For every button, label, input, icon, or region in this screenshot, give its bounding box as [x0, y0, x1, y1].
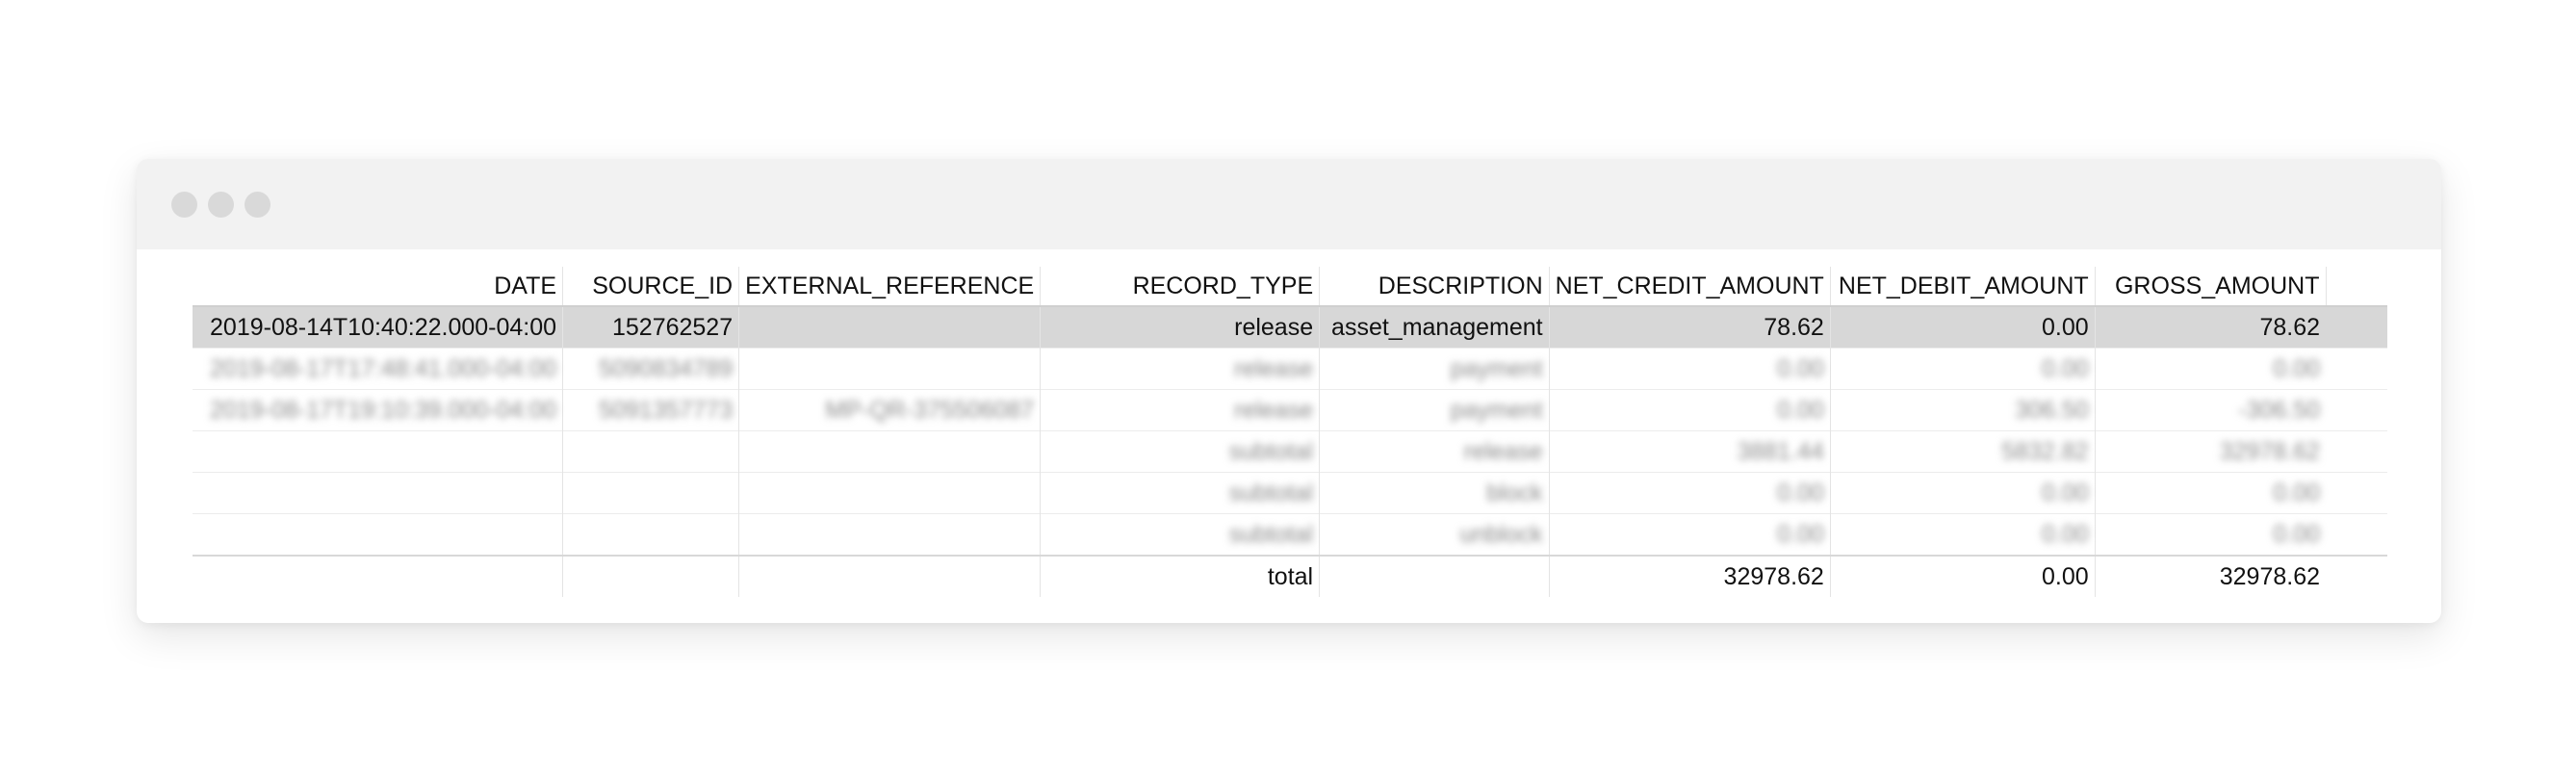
minimize-window-button[interactable]: [208, 192, 234, 218]
row-filler: [2326, 306, 2387, 349]
cell-date: [193, 556, 563, 597]
cell-description: [1320, 556, 1550, 597]
cell-net-credit-amount: 0.00: [1549, 514, 1830, 557]
column-header-gross-amount[interactable]: GROSS_AMOUNT: [2095, 267, 2326, 306]
cell-source-id: [563, 514, 739, 557]
cell-date: 2019-08-17T17:48:41.000-04:00: [210, 354, 557, 382]
cell-net-debit-amount: 0.00: [1830, 349, 2095, 390]
cell-gross-amount: 0.00: [2095, 473, 2326, 514]
cell-gross-amount: 78.62: [2095, 306, 2326, 349]
cell-description: unblock: [1320, 514, 1550, 557]
cell-total-net-debit-amount: 0.00: [1830, 556, 2095, 597]
cell-source-id: [563, 473, 739, 514]
cell-record-type: subtotal: [1041, 473, 1320, 514]
app-window: [137, 159, 2441, 623]
cell-net-credit-amount: 3881.44: [1549, 431, 1830, 473]
table-container: [193, 267, 2387, 597]
close-window-button[interactable]: [171, 192, 197, 218]
cell-net-debit-amount: 0.00: [1830, 473, 2095, 514]
cell-source-id: 5091357773: [563, 390, 739, 431]
table-row[interactable]: [193, 349, 2387, 390]
cell-description: block: [1320, 473, 1550, 514]
cell-record-type: release: [1041, 349, 1320, 390]
cell-net-debit-amount: 0.00: [1830, 514, 2095, 557]
cell-total-net-credit-amount: 32978.62: [1549, 556, 1830, 597]
cell-date: [193, 473, 563, 514]
data-table: [193, 267, 2387, 597]
cell-gross-amount: 32978.62: [2095, 431, 2326, 473]
cell-net-credit-amount: 0.00: [1549, 390, 1830, 431]
cell-gross-amount: 0.00: [2095, 514, 2326, 557]
row-filler: [2326, 349, 2387, 390]
subtotal-row[interactable]: [193, 431, 2387, 473]
cell-net-debit-amount: 306.50: [1830, 390, 2095, 431]
cell-record-type: subtotal: [1041, 431, 1320, 473]
cell-total-label: total: [1041, 556, 1320, 597]
cell-external-reference: [739, 349, 1041, 390]
cell-source-id: [563, 556, 739, 597]
cell-net-debit-amount: 0.00: [1830, 306, 2095, 349]
cell-gross-amount: -306.50: [2095, 390, 2326, 431]
row-filler: [2326, 556, 2387, 597]
cell-record-type: release: [1041, 390, 1320, 431]
cell-source-id: [563, 431, 739, 473]
cell-net-debit-amount: 5832.82: [1830, 431, 2095, 473]
cell-description: payment: [1320, 390, 1550, 431]
row-filler: [2326, 473, 2387, 514]
maximize-window-button[interactable]: [245, 192, 270, 218]
window-titlebar: [137, 159, 2441, 249]
cell-total-gross-amount: 32978.62: [2095, 556, 2326, 597]
row-filler: [2326, 390, 2387, 431]
cell-description: asset_management: [1320, 306, 1550, 349]
cell-description: payment: [1320, 349, 1550, 390]
row-filler: [2326, 431, 2387, 473]
cell-external-reference: [739, 514, 1041, 557]
cell-description: release: [1320, 431, 1550, 473]
cell-date: [193, 431, 563, 473]
column-header-record-type[interactable]: RECORD_TYPE: [1041, 267, 1320, 306]
column-header-external-reference[interactable]: EXTERNAL_REFERENCE: [739, 267, 1041, 306]
cell-external-reference: [739, 306, 1041, 349]
cell-external-reference: [739, 556, 1041, 597]
cell-date: 2019-08-14T10:40:22.000-04:00: [193, 306, 563, 349]
column-header-description[interactable]: DESCRIPTION: [1320, 267, 1550, 306]
table-row-selected[interactable]: [193, 306, 2387, 349]
header-filler: [2326, 267, 2387, 306]
subtotal-row[interactable]: [193, 473, 2387, 514]
column-header-source-id[interactable]: SOURCE_ID: [563, 267, 739, 306]
cell-record-type: release: [1041, 306, 1320, 349]
cell-gross-amount: 0.00: [2095, 349, 2326, 390]
cell-source-id: 5090834789: [563, 349, 739, 390]
header-row: [193, 267, 2387, 306]
cell-net-credit-amount: 0.00: [1549, 349, 1830, 390]
cell-record-type: subtotal: [1041, 514, 1320, 557]
table-row[interactable]: [193, 390, 2387, 431]
cell-external-reference: MP-QR-375506087: [739, 390, 1041, 431]
cell-date: [193, 514, 563, 557]
cell-source-id: 152762527: [563, 306, 739, 349]
column-header-net-debit-amount[interactable]: NET_DEBIT_AMOUNT: [1830, 267, 2095, 306]
column-header-date[interactable]: DATE: [494, 272, 557, 299]
cell-external-reference: [739, 431, 1041, 473]
cell-date: 2019-08-17T19:10:39.000-04:00: [210, 396, 557, 424]
subtotal-row[interactable]: [193, 514, 2387, 557]
cell-external-reference: [739, 473, 1041, 514]
column-header-net-credit-amount[interactable]: NET_CREDIT_AMOUNT: [1549, 267, 1830, 306]
row-filler: [2326, 514, 2387, 557]
cell-net-credit-amount: 78.62: [1549, 306, 1830, 349]
cell-net-credit-amount: 0.00: [1549, 473, 1830, 514]
total-row[interactable]: [193, 556, 2387, 597]
